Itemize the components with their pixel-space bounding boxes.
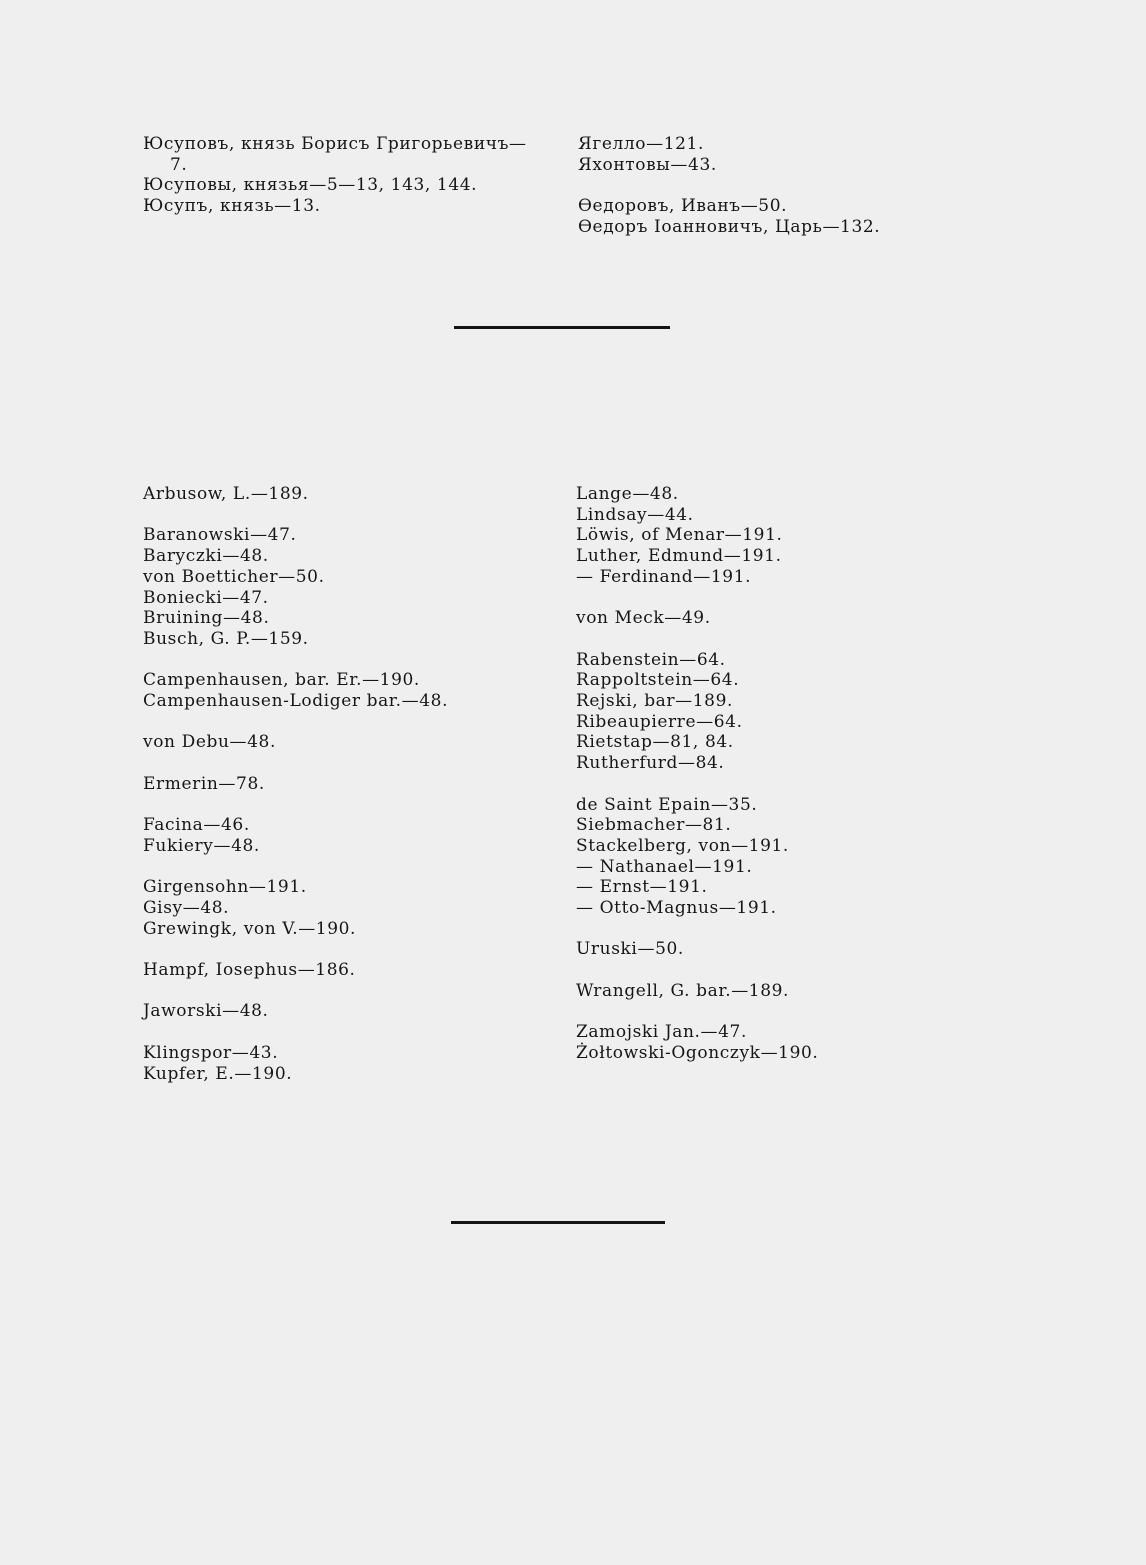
index-group-z	[576, 1022, 956, 1063]
index-group-l	[576, 484, 956, 588]
index-group-d	[143, 732, 543, 753]
index-entry: Stackelberg, von—191.	[576, 835, 789, 856]
index-entry: Юсупъ, князь—13.	[143, 196, 321, 217]
index-group-w	[576, 981, 956, 1002]
index-entry: Campenhausen-Lodiger bar.—48.	[143, 691, 449, 711]
index-entry: Lindsay—44.	[576, 504, 694, 525]
index-group	[578, 134, 958, 175]
index-entry: Wrangell, G. bar.—189.	[576, 980, 790, 1001]
index-group-k	[143, 1043, 543, 1084]
index-entry	[143, 134, 553, 175]
latin-index-right-column	[576, 484, 956, 1064]
index-entry: Campenhausen, bar. Er.—190.	[143, 670, 420, 691]
index-entry: Busch, G. P.—159.	[143, 628, 309, 649]
index-entry: Jaworski—48.	[143, 1001, 269, 1022]
index-entry: Facina—46.	[143, 815, 250, 836]
index-entry: Siebmacher—81.	[576, 815, 732, 836]
index-entry: Өедоръ Іоанновичъ, Царь—132.	[578, 216, 881, 237]
index-entry: von Boetticher—50.	[143, 566, 325, 587]
index-group-h	[143, 960, 543, 981]
index-entry: Löwis, of Menar—191.	[576, 525, 783, 546]
index-entry: von Debu—48.	[143, 732, 276, 753]
index-entry: Girgensohn—191.	[143, 877, 307, 898]
index-entry: Grewingk, von V.—190.	[143, 918, 357, 939]
end-divider	[451, 1221, 665, 1224]
index-entry: Lange—48.	[576, 484, 679, 504]
index-entry-continuation: 7.	[170, 154, 188, 175]
index-entry: Luther, Edmund—191.	[576, 546, 782, 567]
index-group-j	[143, 1001, 543, 1022]
russian-index-right-column	[578, 134, 958, 238]
index-group	[578, 196, 958, 237]
index-entry: Яхонтовы—43.	[578, 154, 717, 175]
index-entry: Rejski, bar—189.	[576, 691, 733, 711]
index-entry: Ягелло—121.	[578, 134, 704, 154]
index-entry: von Meck—49.	[576, 608, 711, 629]
index-entry: Uruski—50.	[576, 939, 684, 960]
index-group-m	[576, 608, 956, 629]
index-group-u	[576, 939, 956, 960]
index-entry: — Ernst—191.	[576, 877, 708, 898]
index-entry: Gisy—48.	[143, 897, 230, 918]
index-entry: de Saint Epain—35.	[576, 794, 758, 815]
index-entry: Rappoltstein—64.	[576, 670, 740, 691]
index-entry: — Nathanael—191.	[576, 856, 753, 877]
index-entry: Rabenstein—64.	[576, 649, 726, 670]
index-group-a	[143, 484, 543, 505]
index-entry: — Ferdinand—191.	[576, 566, 752, 587]
index-group-e	[143, 774, 543, 795]
index-entry-text: Юсуповъ, князь Борисъ Григорьевичъ—	[143, 134, 527, 154]
index-group-r	[576, 650, 956, 774]
index-entry: Rutherfurd—84.	[576, 753, 725, 774]
index-entry: Kupfer, E.—190.	[143, 1063, 293, 1084]
index-group-f	[143, 815, 543, 856]
index-entry: Arbusow, L.—189.	[143, 484, 309, 504]
index-entry: Өедоровъ, Иванъ—50.	[578, 196, 788, 217]
index-entry: Ermerin—78.	[143, 773, 265, 794]
index-entry: Юсуповы, князья—5—13, 143, 144.	[143, 175, 478, 196]
section-divider	[454, 326, 670, 329]
russian-index-left-column	[143, 134, 553, 217]
latin-index-left-column	[143, 484, 543, 1084]
index-entry: Zamojski Jan.—47.	[576, 1022, 747, 1043]
index-entry: Baranowski—47.	[143, 525, 297, 546]
index-entry: Bruining—48.	[143, 608, 270, 629]
index-group-b	[143, 525, 543, 649]
index-entry: Baryczki—48.	[143, 546, 269, 567]
index-entry: — Otto-Magnus—191.	[576, 898, 777, 919]
index-group	[143, 134, 553, 217]
index-entry: Rietstap—81, 84.	[576, 732, 734, 753]
index-entry: Boniecki—47.	[143, 587, 269, 608]
index-group-c	[143, 670, 543, 711]
index-entry: Klingspor—43.	[143, 1042, 279, 1063]
index-group-g	[143, 877, 543, 939]
index-entry: Hampf, Iosephus—186.	[143, 960, 356, 981]
index-entry: Ribeaupierre—64.	[576, 711, 743, 732]
index-group-s	[576, 795, 956, 919]
index-entry: Żołtowski-Ogonczyk—190.	[576, 1042, 819, 1063]
index-entry: Fukiery—48.	[143, 835, 260, 856]
